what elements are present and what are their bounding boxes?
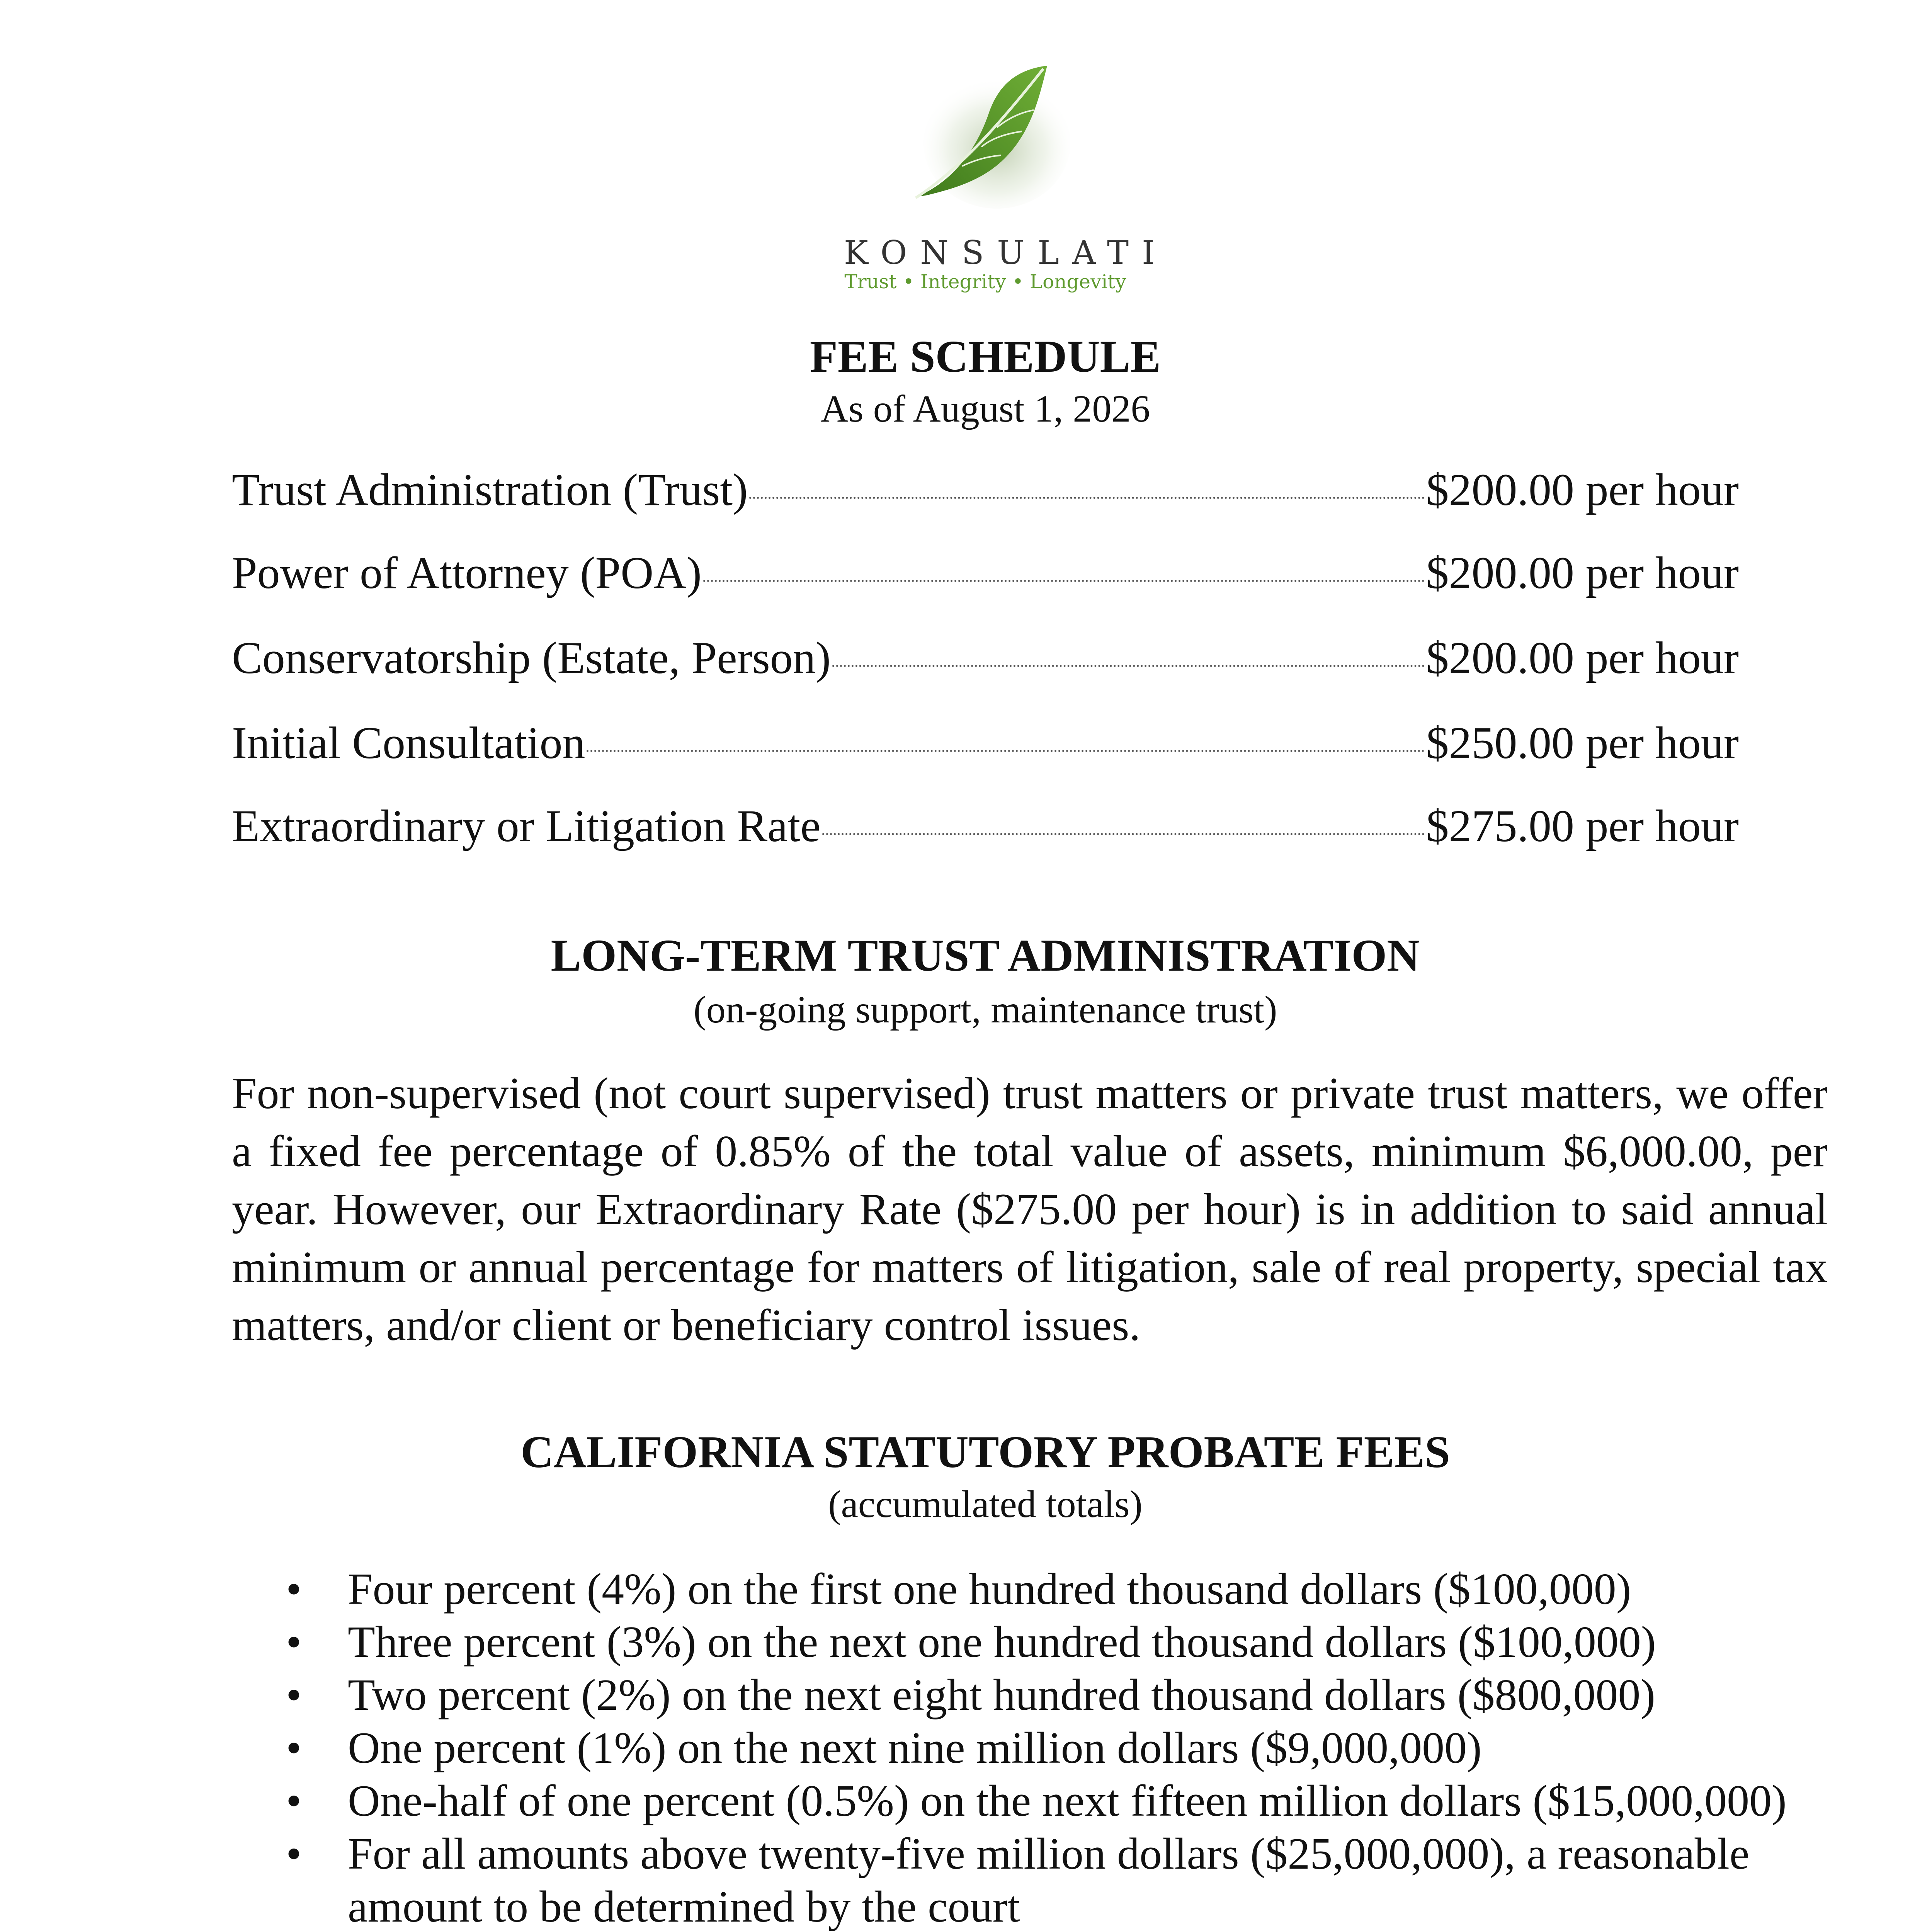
fee-row-initial-consultation bbox=[232, 717, 1739, 771]
leaf-icon bbox=[900, 54, 1070, 216]
list-item bbox=[232, 1775, 1816, 1828]
bullet-icon: • bbox=[286, 1617, 302, 1667]
bullet-icon: • bbox=[286, 1776, 302, 1826]
dot-leader bbox=[822, 833, 1425, 835]
fee-value: $250.00 per hour bbox=[1426, 718, 1739, 768]
bullet-icon: • bbox=[286, 1829, 302, 1879]
effective-date: As of August 1, 2026 bbox=[820, 387, 1150, 430]
list-item bbox=[232, 1722, 1816, 1775]
list-item bbox=[232, 1563, 1816, 1616]
company-logo bbox=[831, 54, 1168, 301]
long-term-heading: LONG-TERM TRUST ADMINISTRATION bbox=[551, 930, 1420, 981]
fee-label: Trust Administration (Trust) bbox=[232, 464, 748, 515]
bullet-icon: • bbox=[286, 1565, 302, 1614]
list-item-text: Two percent (2%) on the next eight hundred thousand dollars ($800,000) bbox=[348, 1670, 1656, 1720]
fee-label: Initial Consultation bbox=[232, 718, 585, 768]
fee-label: Power of Attorney (POA) bbox=[232, 548, 702, 598]
bullet-icon: • bbox=[286, 1670, 302, 1720]
fee-value: $200.00 per hour bbox=[1426, 464, 1739, 515]
fee-label: Conservatorship (Estate, Person) bbox=[232, 633, 831, 683]
probate-fee-list bbox=[232, 1563, 1816, 1932]
dot-leader bbox=[587, 750, 1424, 752]
probate-heading: CALIFORNIA STATUTORY PROBATE FEES bbox=[520, 1427, 1450, 1477]
long-term-subtitle: (on-going support, maintenance trust) bbox=[693, 988, 1277, 1031]
fee-row-trust-administration bbox=[232, 464, 1739, 518]
fee-label: Extraordinary or Litigation Rate bbox=[232, 801, 821, 851]
probate-subtitle: (accumulated totals) bbox=[828, 1483, 1143, 1526]
logo-tagline: Trust • Integrity • Longevity bbox=[844, 270, 1126, 293]
list-item-text: For all amounts above twenty-five million dollars ($25,000,000), a reasonable amount to be determined by the court bbox=[348, 1829, 1750, 1932]
list-item-text: One percent (1%) on the next nine million dollars ($9,000,000) bbox=[348, 1723, 1482, 1773]
list-item-text: Three percent (3%) on the next one hundred thousand dollars ($100,000) bbox=[348, 1617, 1656, 1667]
dot-leader bbox=[749, 497, 1424, 499]
list-item bbox=[232, 1828, 1816, 1932]
dot-leader bbox=[832, 665, 1424, 667]
long-term-paragraph: For non-supervised (not court supervised) trust matters or private trust matters, we offer a fixed fee percentage of 0.85% of the total value of assets, minimum $6,000.00, per year. However, our Extraordinary Rate ($275.00 per hour) is in addition to said annual minimum or annual percentage for matters of litigation, sale of real property, special tax matters, and/or client or beneficiary control issues. bbox=[232, 1069, 1828, 1350]
list-item bbox=[232, 1669, 1816, 1722]
bullet-icon: • bbox=[286, 1723, 302, 1773]
fee-value: $200.00 per hour bbox=[1426, 548, 1739, 598]
page-title: FEE SCHEDULE bbox=[810, 331, 1161, 382]
list-item-text: One-half of one percent (0.5%) on the next fifteen million dollars ($15,000,000) bbox=[348, 1776, 1787, 1826]
fee-value: $200.00 per hour bbox=[1426, 633, 1739, 683]
fee-row-extraordinary-litigation bbox=[232, 800, 1739, 854]
list-item-text: Four percent (4%) on the first one hundred thousand dollars ($100,000) bbox=[348, 1565, 1631, 1614]
logo-wordmark: KONSULATI bbox=[844, 234, 1168, 272]
dot-leader bbox=[703, 580, 1425, 582]
fee-row-conservatorship bbox=[232, 632, 1739, 686]
fee-value: $275.00 per hour bbox=[1426, 801, 1739, 851]
fee-row-power-of-attorney bbox=[232, 547, 1739, 601]
list-item bbox=[232, 1616, 1816, 1669]
